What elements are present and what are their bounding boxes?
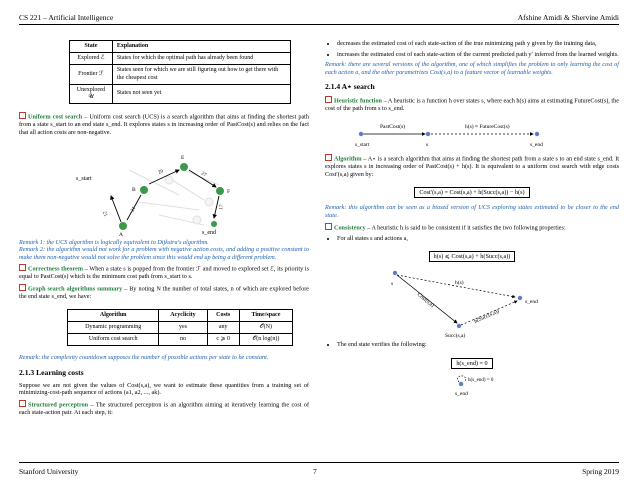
algorithm-text: – A⋆ is a search algorithm that aims at finding the shortest path from a state s to an end state s_end. It explores states s in increasing order of PastCost(s) + h(s). It is equivalent to a uniform cost search with edge costs Cost′(s,a) given by: (325, 155, 619, 178)
faded-nodes (165, 176, 213, 224)
checkbox-icon (19, 112, 26, 119)
perceptron-bullets (325, 40, 619, 58)
footer-right: Spring 2019 (582, 467, 619, 476)
algo-table (67, 309, 293, 347)
algo-table-cell: any (207, 321, 239, 333)
node-label: E (181, 154, 185, 161)
succ-label: Succ(s,a) (445, 333, 466, 340)
state-table-header: State (70, 41, 113, 53)
state-table (69, 40, 291, 104)
algo-table-cell: c ⩾ 0 (207, 334, 239, 346)
consistency-bullets-2 (325, 341, 619, 349)
approx-label: h(s) ≈ FutureCost(s) (465, 124, 510, 131)
self-loop-edge (458, 376, 466, 382)
loop-label: h(s_end) = 0 (468, 377, 494, 383)
end-node (459, 382, 463, 386)
start-label: s_start (355, 142, 370, 149)
header-right: Afshine Amidi & Shervine Amidi (517, 13, 619, 22)
summary-paragraph (19, 284, 309, 301)
right-column (325, 40, 619, 398)
consistency-paragraph (325, 223, 619, 232)
algorithm-title: Algorithm (334, 155, 362, 163)
checkbox-icon (19, 264, 26, 271)
algo-table-cell: Dynamic programming (68, 321, 159, 333)
node-label: A (119, 231, 123, 236)
pastcost-label: PastCost(s) (380, 124, 406, 131)
state-table-cell: Frontier ℱ (70, 65, 113, 84)
ucs-graph (19, 140, 309, 236)
send-label: s_end (525, 299, 538, 306)
remark-3: Remark: the complexity countdown supposes the number of possible actions per state to be constant. (19, 354, 269, 362)
left-column (19, 40, 309, 420)
formula-wrap (325, 245, 619, 263)
hs-label: h(s) (455, 280, 464, 287)
remark-1: Remark 1: the UCS algorithm is logically equivalent to Dijkstra's algorithm. (19, 238, 209, 246)
algo-table-cell: yes (159, 321, 207, 333)
ucs-paragraph (19, 112, 309, 136)
bullet-item: • The end state verifies the following: (337, 341, 619, 349)
edge-cost: 20 (157, 168, 165, 176)
end-label: s_end (530, 142, 543, 149)
header-rule (19, 24, 619, 25)
consistency-triangle (325, 265, 619, 339)
node-end (211, 221, 217, 227)
algo-table-cell: 𝒪(n log(n)) (239, 334, 292, 346)
correctness-title: Correctness theorem (28, 265, 84, 273)
heuristic-paragraph (325, 96, 619, 113)
consistency-bullets-1 (325, 235, 619, 243)
algorithm-paragraph (325, 154, 619, 178)
perceptron-text: – The structured perceptron is an algorithm aiming at iteratively learning the cost of each state-action pair. At each step, it: (19, 401, 309, 417)
remark-2: Remark 2: the algorithm would not work for a problem with negative action costs, and adding a positive constant to make them non-negative would not solve the problem since this would end up being a different problem. (19, 246, 309, 261)
state-table-cell: States seen for which we are still figuring out how to get there with the cheapest cost (112, 65, 290, 84)
consistency-title: Consistency (334, 224, 366, 232)
ucs-title: Uniform cost search (28, 113, 83, 121)
footer-left: Stanford University (19, 467, 79, 476)
learning-costs-text: Suppose we are not given the values of Cost(s,a), we want to estimate these quantities from a training set of minimizing-cost-path sequence of actions (a1, a2, ..., ak). (19, 381, 309, 397)
s-node (393, 271, 397, 275)
state-table-header: Explanation (112, 41, 290, 53)
formula-wrap (325, 352, 619, 370)
heuristic-diagram (325, 116, 619, 150)
bullet-item: • decreases the estimated cost of each state-action of the true minimizing path y given by the training data, (337, 40, 619, 48)
summary-title: Graph search algorithms summary (28, 285, 123, 293)
summary-text: – By noting N the number of total states, n of which are explored before the end state s_end, we have: (19, 285, 309, 301)
astar-remark: Remark: this algorithm can be seen as a biased version of UCS exploring states estimated to be closer to the end state. (325, 204, 619, 219)
s-start-label: s_start (76, 175, 92, 182)
state-table-cell: States for which the optimal path has already been found (112, 53, 290, 65)
state-table-cell: Explored ℰ (70, 53, 113, 65)
end-node-label: s_end (455, 390, 468, 397)
consistency-formula: h(s) ⩽ Cost(s,a) + h(Succ(s,a)) (429, 251, 516, 262)
node-a (119, 222, 127, 230)
cost-label: Cost(s,a) (415, 292, 436, 309)
s-end-label: s_end (202, 229, 216, 236)
algo-table-cell: no (159, 334, 207, 346)
heuristic-title: Heuristic function (334, 97, 382, 105)
bullet-item: • increases the estimated cost of each state-action of the current predicted path y′ inferred from the learned weights. (337, 51, 619, 59)
succ-node (457, 324, 461, 328)
node-b (140, 186, 148, 194)
start-node (359, 132, 363, 136)
algo-table-header: Time/space (239, 309, 292, 321)
node-label: B (132, 186, 136, 193)
formula-wrap (325, 181, 619, 199)
perceptron-title: Structured perceptron (28, 401, 89, 409)
algo-table-header: Algorithm (68, 309, 159, 321)
edge-cost: 17 (219, 203, 225, 210)
correctness-text: – When a state s is popped from the frontier ℱ and moved to explored set ℰ, its priority is equal to PastCost(s) which is the minimum cost path from s_start to s. (19, 265, 309, 281)
checkbox-icon (19, 400, 26, 407)
checkbox-icon (19, 284, 26, 291)
perceptron-paragraph (19, 400, 309, 417)
heuristic-text: – A heuristic is a function h over states s, where each h(s) aims at estimating FutureCost(s), the cost of the path from s to s_end. (325, 97, 619, 113)
remark-4: Remark: there are several versions of the algorithm, one of which simplifies the problem to only learning the cost of each action a, and the other parametrizes Cost(s,a) to a feature vector of learnable weights. (325, 61, 619, 76)
astar-formula: Cost′(s,a) = Cost(s,a) + h(Succ(s,a)) − h(s) (414, 187, 529, 198)
algo-table-cell: 𝒪(N) (239, 321, 292, 333)
edge-cost: 21 (101, 210, 108, 217)
edge-cost: 27 (199, 170, 207, 178)
s-label: s (391, 281, 394, 288)
node-label: F (227, 188, 231, 195)
edge-cost: 21 (130, 205, 138, 213)
node-f (216, 187, 224, 195)
faded-edges (129, 170, 219, 225)
algo-table-cell: Uniform cost search (68, 334, 159, 346)
ucs-text: – Uniform cost search (UCS) is a search algorithm that aims at finding the shortest path from a state s_start to an end state s_end. It explores states s in increasing order of PastCost(s) and relies on the fact that all action costs are non-negative. (19, 113, 309, 136)
state-table-cell: Unexplored 𝒰 (70, 84, 113, 103)
end-formula: h(s_end) = 0 (451, 358, 492, 369)
checkbox-icon (325, 96, 332, 103)
s-node (426, 132, 430, 136)
algo-table-header: Costs (207, 309, 239, 321)
algo-table-header: Acyclicity (159, 309, 207, 321)
end-node (518, 296, 522, 300)
end-state-diagram (325, 372, 619, 398)
consistency-text: – A heuristic h is said to be consistent if it satisfies the two following properties: (365, 224, 566, 232)
correctness-paragraph (19, 264, 309, 281)
learning-costs-heading: 2.1.3 Learning costs (19, 367, 84, 377)
hsucc-label: h(Succ(s,a)) (473, 308, 501, 326)
node-e (180, 163, 188, 171)
bullet-item: • For all states s and actions a, (337, 235, 619, 243)
s-label: s (426, 142, 429, 149)
checkbox-icon (325, 154, 332, 161)
header-left: CS 221 – Artificial Intelligence (19, 13, 114, 22)
end-node (535, 132, 539, 136)
checkbox-icon (325, 223, 332, 230)
hs-edge (397, 275, 515, 297)
astar-heading: 2.1.4 A⋆ search (325, 82, 375, 92)
page-number: 7 (313, 467, 317, 476)
state-table-cell: States not seen yet (112, 84, 290, 103)
footer-rule (19, 462, 619, 463)
